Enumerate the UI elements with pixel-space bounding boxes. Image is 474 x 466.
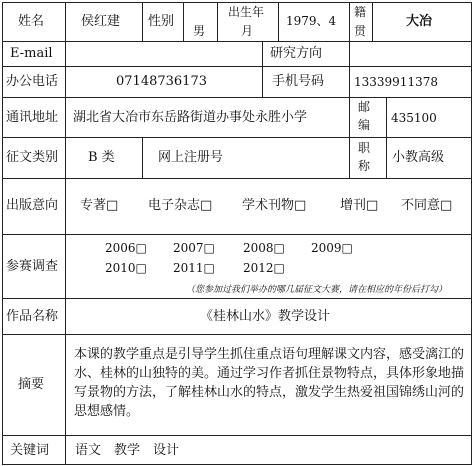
address-value: 湖北省大冶市东岳路街道办事处永胜小学 <box>73 110 308 125</box>
row-divider <box>2 178 472 179</box>
work-title-label: 作品名称 <box>6 309 59 324</box>
email-label: E-mail <box>10 46 53 61</box>
publish-option-e-magazine[interactable]: 电子杂志□ <box>148 198 213 213</box>
keywords-label: 关键词 <box>10 443 50 458</box>
col-divider <box>262 41 263 97</box>
col-divider <box>217 2 218 41</box>
row-divider <box>2 97 472 98</box>
row-divider <box>2 2 472 3</box>
survey-year-2012[interactable]: 2012□ <box>243 261 285 275</box>
col-divider <box>372 2 373 41</box>
survey-year-2011[interactable]: 2011□ <box>173 261 215 275</box>
native-value: 大冶 <box>406 14 433 29</box>
survey-year-2008[interactable]: 2008□ <box>243 241 285 255</box>
row-divider <box>2 334 472 335</box>
postcode-value: 435100 <box>391 111 437 125</box>
row-divider <box>2 234 472 235</box>
survey-year-2009[interactable]: 2009□ <box>311 241 353 255</box>
col-divider <box>278 2 279 41</box>
col-divider <box>471 2 472 465</box>
category-value: B 类 <box>88 150 115 165</box>
publish-option-decline[interactable]: 不同意□ <box>401 198 453 213</box>
col-divider <box>349 97 350 178</box>
office-phone-value: 07148736173 <box>116 74 207 89</box>
row-divider <box>2 435 472 436</box>
birth-label-line2: 月 <box>241 24 254 38</box>
survey-year-2006[interactable]: 2006□ <box>105 241 147 255</box>
survey-year-2010[interactable]: 2010□ <box>105 261 147 275</box>
native-label-line2: 贯 <box>354 24 367 38</box>
keywords-value: 语文 教学 设计 <box>75 443 180 458</box>
mobile-label: 手机号码 <box>272 74 325 89</box>
research-label: 研究方向 <box>270 46 323 61</box>
mobile-value: 13339911378 <box>354 75 438 89</box>
col-divider <box>65 2 66 465</box>
publish-label: 出版意向 <box>6 198 59 213</box>
online-reg-label: 网上注册号 <box>158 150 224 165</box>
name-value: 侯红建 <box>81 14 121 29</box>
abstract-text: 本课的教学重点是引导学生抓住重点语句理解课文内容，感受漓江的水、桂林的山独特的美。通过学习作者抓住景物特点，具体形象地描写景物的方法，了解桂林山水的特点，激发学生热爱祖国锦绣山河的思想感情。 <box>74 347 465 419</box>
native-label-line1: 籍 <box>354 5 367 19</box>
row-divider <box>2 41 472 42</box>
birth-value: 1979、4 <box>286 14 337 28</box>
address-label: 通讯地址 <box>6 110 59 125</box>
col-divider <box>142 137 143 178</box>
category-label: 征文类别 <box>6 150 59 165</box>
survey-year-2007[interactable]: 2007□ <box>173 241 215 255</box>
col-divider <box>183 2 184 41</box>
postcode-label-line2: 编 <box>358 118 371 132</box>
col-divider <box>386 97 387 178</box>
title-label-line2: 称 <box>358 159 371 173</box>
survey-note: （您参加过我们举办的哪几届征文大赛，请在相应的年份后打勾） <box>186 285 448 295</box>
publish-option-supplement[interactable]: 增刊□ <box>340 198 379 213</box>
title-label-line1: 职 <box>358 141 371 155</box>
col-divider <box>2 2 3 465</box>
office-phone-label: 办公电话 <box>6 74 59 89</box>
row-divider <box>2 66 472 67</box>
gender-value: 男 <box>193 24 206 38</box>
work-title-value: 《桂林山水》教学设计 <box>200 309 331 324</box>
row-divider <box>2 137 472 138</box>
row-divider <box>2 464 472 465</box>
birth-label-line1: 出生年 <box>228 5 265 19</box>
publish-option-journal[interactable]: 学术刊物□ <box>242 198 307 213</box>
title-value: 小教高级 <box>392 150 445 165</box>
row-divider <box>2 298 472 299</box>
abstract-label: 摘要 <box>18 377 45 392</box>
col-divider <box>349 41 350 97</box>
col-divider <box>349 2 350 41</box>
survey-label: 参赛调查 <box>6 259 59 274</box>
col-divider <box>142 2 143 41</box>
postcode-label-line1: 邮 <box>358 100 371 114</box>
gender-label: 性别 <box>148 14 175 29</box>
publish-option-monograph[interactable]: 专著□ <box>80 198 119 213</box>
name-label: 姓名 <box>18 14 45 29</box>
